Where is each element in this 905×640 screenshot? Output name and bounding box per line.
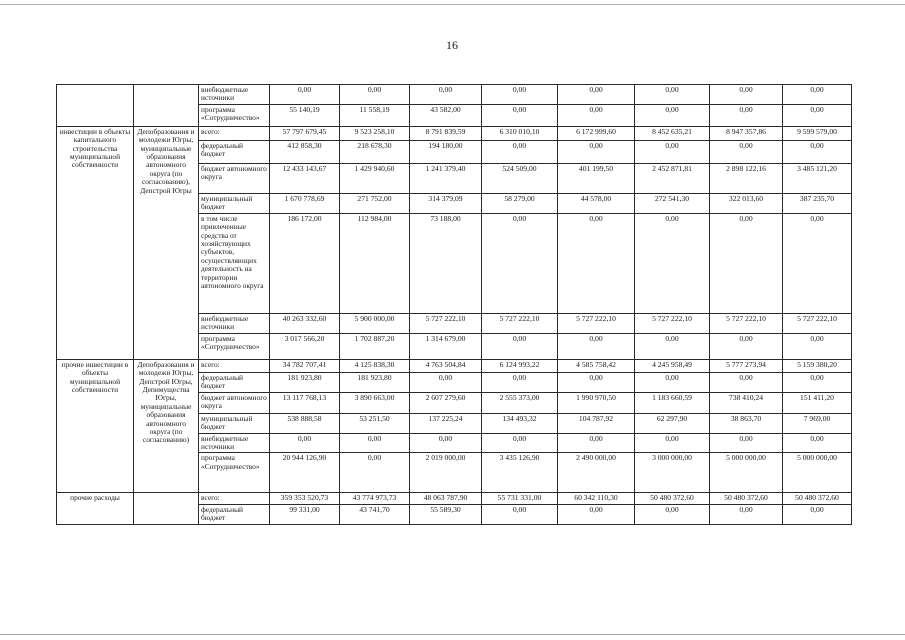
amount-cell: 0,00 — [340, 85, 410, 105]
amount-cell: 0,00 — [482, 504, 558, 524]
amount-cell: 13 117 768,13 — [270, 392, 340, 413]
amount-cell: 8 947 357,86 — [710, 126, 783, 140]
amount-cell: 43 582,00 — [410, 104, 482, 126]
funding-source-cell: внебюджетные источники — [199, 433, 270, 453]
amount-cell: 3 435 126,90 — [482, 453, 558, 493]
amount-cell: 5 727 222,10 — [410, 313, 482, 333]
amount-cell: 0,00 — [783, 104, 852, 126]
amount-cell: 738 410,24 — [710, 392, 783, 413]
amount-cell: 0,00 — [710, 85, 783, 105]
amount-cell: 1 183 660,59 — [635, 392, 710, 413]
amount-cell: 2 019 000,00 — [410, 453, 482, 493]
amount-cell: 50 480 372,60 — [710, 493, 783, 504]
amount-cell: 3 000 000,00 — [635, 453, 710, 493]
funding-source-cell: программа «Сотрудничество» — [199, 104, 270, 126]
amount-cell: 0,00 — [783, 85, 852, 105]
funding-source-cell: бюджет автономного округа — [199, 392, 270, 413]
amount-cell: 1 990 970,50 — [558, 392, 635, 413]
funding-source-cell: всего: — [199, 126, 270, 140]
amount-cell: 181 923,80 — [270, 372, 340, 392]
amount-cell: 6 172 999,60 — [558, 126, 635, 140]
amount-cell: 4 763 504,84 — [410, 359, 482, 372]
amount-cell: 272 541,30 — [635, 193, 710, 213]
direction-cell: прочие инвестиции в объекты муниципальной собственности — [57, 359, 134, 493]
table-row — [57, 359, 852, 372]
amount-cell: 0,00 — [635, 372, 710, 392]
amount-cell: 0,00 — [635, 433, 710, 453]
amount-cell: 0,00 — [635, 333, 710, 359]
amount-cell: 0,00 — [482, 372, 558, 392]
responsible-cell: Депобразования и молодежи Югры, муниципальные образования автономного округа (по согласованию), Депстрой Югры — [134, 126, 199, 359]
funding-source-cell: всего: — [199, 493, 270, 504]
amount-cell: 0,00 — [783, 213, 852, 313]
amount-cell: 0,00 — [270, 433, 340, 453]
amount-cell: 40 263 332,60 — [270, 313, 340, 333]
amount-cell: 0,00 — [482, 104, 558, 126]
amount-cell: 1 314 679,00 — [410, 333, 482, 359]
amount-cell: 43 774 973,73 — [340, 493, 410, 504]
amount-cell: 99 331,00 — [270, 504, 340, 524]
amount-cell: 2 452 871,81 — [635, 163, 710, 193]
amount-cell: 5 727 222,10 — [482, 313, 558, 333]
amount-cell: 7 969,00 — [783, 413, 852, 433]
funding-source-cell: программа «Сотрудничество» — [199, 333, 270, 359]
amount-cell: 6 124 993,22 — [482, 359, 558, 372]
amount-cell: 5 000 000,00 — [710, 453, 783, 493]
amount-cell: 12 433 143,67 — [270, 163, 340, 193]
amount-cell: 0,00 — [783, 333, 852, 359]
amount-cell: 181 923,80 — [340, 372, 410, 392]
amount-cell: 3 017 566,20 — [270, 333, 340, 359]
amount-cell: 1 241 379,40 — [410, 163, 482, 193]
amount-cell: 34 782 707,41 — [270, 359, 340, 372]
amount-cell: 4 125 838,30 — [340, 359, 410, 372]
amount-cell: 104 787,92 — [558, 413, 635, 433]
amount-cell: 271 752,00 — [340, 193, 410, 213]
amount-cell: 0,00 — [635, 85, 710, 105]
amount-cell: 322 013,60 — [710, 193, 783, 213]
funding-source-cell: федеральный бюджет — [199, 140, 270, 163]
amount-cell: 5 727 222,10 — [558, 313, 635, 333]
funding-source-cell: внебюджетные источники — [199, 313, 270, 333]
amount-cell: 0,00 — [710, 140, 783, 163]
scan-bottom-edge — [0, 634, 905, 635]
amount-cell: 0,00 — [710, 213, 783, 313]
amount-cell: 3 485 121,20 — [783, 163, 852, 193]
direction-cell: инвестиции в объекты капитального строительства муниципальной собственности — [57, 126, 134, 359]
amount-cell: 0,00 — [783, 140, 852, 163]
amount-cell: 5 777 273,94 — [710, 359, 783, 372]
amount-cell: 0,00 — [783, 372, 852, 392]
amount-cell: 0,00 — [410, 372, 482, 392]
amount-cell: 359 353 520,73 — [270, 493, 340, 504]
amount-cell: 0,00 — [783, 433, 852, 453]
amount-cell: 11 558,19 — [340, 104, 410, 126]
amount-cell: 0,00 — [340, 453, 410, 493]
amount-cell: 0,00 — [410, 85, 482, 105]
amount-cell: 0,00 — [558, 433, 635, 453]
funding-source-cell: программа «Сотрудничество» — [199, 453, 270, 493]
amount-cell: 0,00 — [482, 85, 558, 105]
amount-cell: 2 898 122,16 — [710, 163, 783, 193]
amount-cell: 0,00 — [482, 140, 558, 163]
amount-cell: 50 480 372,60 — [635, 493, 710, 504]
amount-cell: 0,00 — [482, 213, 558, 313]
amount-cell: 2 607 279,60 — [410, 392, 482, 413]
funding-source-cell: в том числе привлеченные средства от хозяйствующих субъектов, осуществляющих деятельность на территории автономного округа — [199, 213, 270, 313]
amount-cell: 0,00 — [482, 433, 558, 453]
amount-cell: 524 509,00 — [482, 163, 558, 193]
amount-cell: 55 140,19 — [270, 104, 340, 126]
amount-cell: 2 490 000,00 — [558, 453, 635, 493]
amount-cell: 44 578,00 — [558, 193, 635, 213]
responsible-cell — [134, 85, 199, 127]
amount-cell: 137 225,24 — [410, 413, 482, 433]
amount-cell: 0,00 — [710, 372, 783, 392]
amount-cell: 0,00 — [635, 140, 710, 163]
amount-cell: 43 741,70 — [340, 504, 410, 524]
amount-cell: 5 900 000,00 — [340, 313, 410, 333]
amount-cell: 73 188,00 — [410, 213, 482, 313]
amount-cell: 57 797 679,45 — [270, 126, 340, 140]
amount-cell: 48 063 787,90 — [410, 493, 482, 504]
amount-cell: 3 890 663,00 — [340, 392, 410, 413]
amount-cell: 0,00 — [710, 104, 783, 126]
funding-source-cell: муниципальный бюджет — [199, 193, 270, 213]
amount-cell: 0,00 — [783, 504, 852, 524]
funding-source-cell: федеральный бюджет — [199, 372, 270, 392]
amount-cell: 58 279,00 — [482, 193, 558, 213]
funding-source-cell: всего: — [199, 359, 270, 372]
amount-cell: 401 199,50 — [558, 163, 635, 193]
amount-cell: 112 984,00 — [340, 213, 410, 313]
funding-source-cell: федеральный бюджет — [199, 504, 270, 524]
amount-cell: 1 429 940,60 — [340, 163, 410, 193]
funding-source-cell: муниципальный бюджет — [199, 413, 270, 433]
funding-source-cell: внебюджетные источники — [199, 85, 270, 105]
amount-cell: 8 452 635,21 — [635, 126, 710, 140]
financing-table — [56, 84, 852, 525]
direction-cell — [57, 85, 134, 127]
amount-cell: 0,00 — [558, 85, 635, 105]
amount-cell: 1 702 887,20 — [340, 333, 410, 359]
amount-cell: 0,00 — [558, 104, 635, 126]
amount-cell: 0,00 — [710, 333, 783, 359]
amount-cell: 0,00 — [340, 433, 410, 453]
amount-cell: 0,00 — [710, 504, 783, 524]
amount-cell: 5 159 380,20 — [783, 359, 852, 372]
amount-cell: 0,00 — [270, 85, 340, 105]
amount-cell: 55 589,30 — [410, 504, 482, 524]
page-number: 16 — [446, 38, 458, 52]
amount-cell: 1 670 778,69 — [270, 193, 340, 213]
amount-cell: 0,00 — [558, 333, 635, 359]
table-body — [57, 85, 852, 525]
amount-cell: 0,00 — [558, 372, 635, 392]
amount-cell: 5 727 222,10 — [635, 313, 710, 333]
amount-cell: 4 585 758,42 — [558, 359, 635, 372]
amount-cell: 5 727 222,10 — [710, 313, 783, 333]
responsible-cell: Депобразования и молодежи Югры, Депстрой Югры, Депимущества Югры, муниципальные образования автономного округа (по согласованию) — [134, 359, 199, 493]
amount-cell: 60 342 110,30 — [558, 493, 635, 504]
table-row — [57, 126, 852, 140]
amount-cell: 412 858,30 — [270, 140, 340, 163]
amount-cell: 53 251,50 — [340, 413, 410, 433]
amount-cell: 0,00 — [558, 213, 635, 313]
amount-cell: 38 863,70 — [710, 413, 783, 433]
amount-cell: 0,00 — [482, 333, 558, 359]
amount-cell: 5 000 000,00 — [783, 453, 852, 493]
amount-cell: 387 235,70 — [783, 193, 852, 213]
amount-cell: 2 555 373,00 — [482, 392, 558, 413]
amount-cell: 151 411,20 — [783, 392, 852, 413]
amount-cell: 55 731 331,00 — [482, 493, 558, 504]
amount-cell: 9 523 258,10 — [340, 126, 410, 140]
amount-cell: 6 310 010,10 — [482, 126, 558, 140]
amount-cell: 0,00 — [558, 140, 635, 163]
amount-cell: 194 180,00 — [410, 140, 482, 163]
amount-cell: 186 172,00 — [270, 213, 340, 313]
amount-cell: 5 727 222,10 — [783, 313, 852, 333]
amount-cell: 0,00 — [635, 504, 710, 524]
amount-cell: 50 480 372,60 — [783, 493, 852, 504]
amount-cell: 0,00 — [710, 433, 783, 453]
amount-cell: 20 944 126,90 — [270, 453, 340, 493]
amount-cell: 218 678,30 — [340, 140, 410, 163]
scan-top-edge — [0, 4, 905, 5]
amount-cell: 0,00 — [558, 504, 635, 524]
amount-cell: 134 493,32 — [482, 413, 558, 433]
amount-cell: 0,00 — [635, 213, 710, 313]
amount-cell: 4 245 958,49 — [635, 359, 710, 372]
amount-cell: 9 599 579,00 — [783, 126, 852, 140]
amount-cell: 62 297,90 — [635, 413, 710, 433]
amount-cell: 538 888,58 — [270, 413, 340, 433]
amount-cell: 0,00 — [410, 433, 482, 453]
amount-cell: 314 379,09 — [410, 193, 482, 213]
table-row — [57, 85, 852, 105]
amount-cell: 0,00 — [635, 104, 710, 126]
direction-cell: прочие расходы — [57, 493, 134, 524]
amount-cell: 8 791 839,59 — [410, 126, 482, 140]
responsible-cell — [134, 493, 199, 524]
funding-source-cell: бюджет автономного округа — [199, 163, 270, 193]
table-row — [57, 493, 852, 504]
